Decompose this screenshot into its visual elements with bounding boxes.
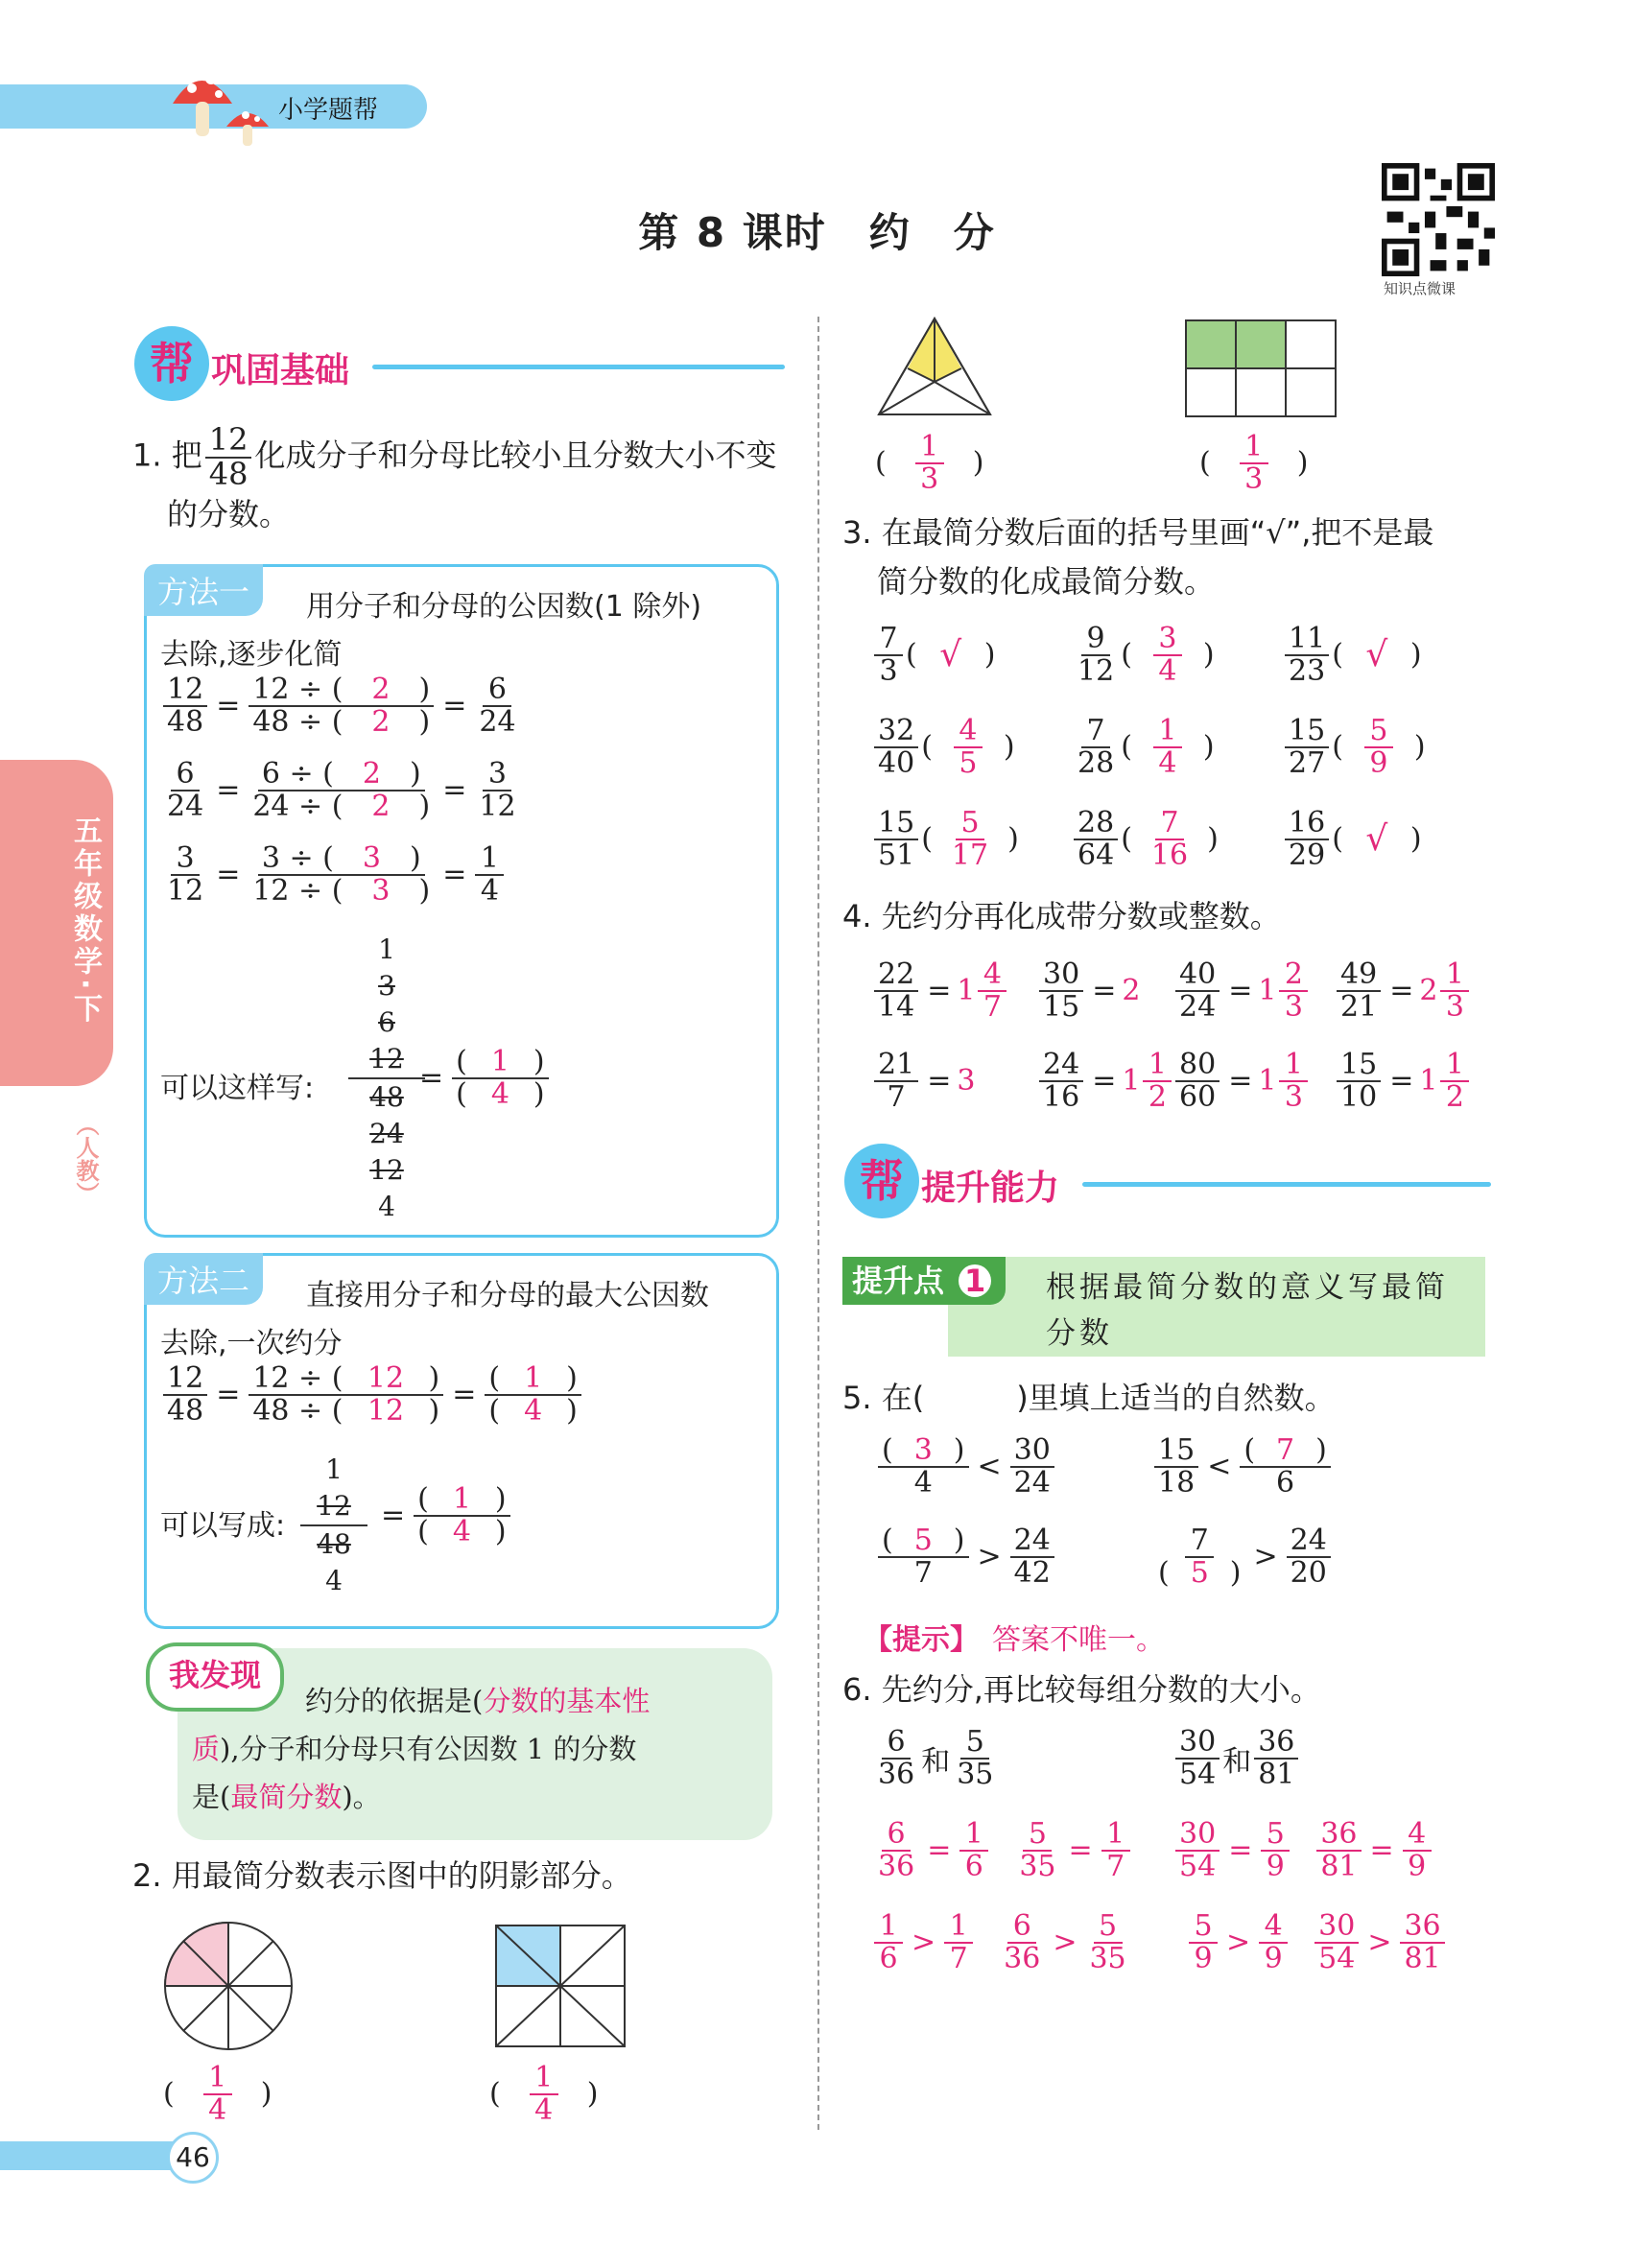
column-divider <box>817 317 819 2130</box>
mushroom-icon <box>163 58 278 149</box>
section-badge: 帮 <box>134 326 209 401</box>
q4-item: $\frac{40}{24}$ = 1 2 3 <box>1172 959 1311 1022</box>
method1-step: $\frac{6}{24}$ = $\frac{6 \div ( 2 )}{24 \div ( 2 )}$ = $\frac{3}{12}$ <box>167 757 516 823</box>
discover-tag: 我发现 <box>146 1642 284 1712</box>
tisheng-label: 提升点 <box>852 1263 945 1299</box>
page-title: 第 8 课时 约 分 <box>638 209 996 256</box>
q6-work: $\frac{6}{36}$ = $\frac{1}{6}$ $\frac{5}{35}$ = $\frac{1}{7}$ <box>871 1819 1133 1881</box>
q2-answer: ( 1 4 ) <box>489 2061 599 2127</box>
q6-pair: 30 54 和 36 81 <box>1172 1727 1301 1789</box>
q4-item: $\frac{22}{14}$ = 1 4 7 <box>871 959 1009 1022</box>
section-advanced-header <box>844 1144 1493 1208</box>
qr-code-icon[interactable] <box>1382 163 1495 276</box>
q1-text2: 的分数。 <box>167 496 291 533</box>
section-label: 巩固基础 <box>211 351 350 390</box>
q3-item: 28 64 ( 7 16 ) <box>1071 808 1219 870</box>
q1-fraction: $\frac{12}{48}$ <box>205 424 252 490</box>
brand-label: 小学题帮 <box>278 96 379 125</box>
q1-prefix: 1. 把 <box>132 437 202 474</box>
q3-item: 11 23 ( √ ) <box>1282 624 1422 686</box>
q4-item: $\frac{30}{15}$ = 2 <box>1036 959 1140 1022</box>
q4-item: $\frac{15}{10}$ = 1 1 2 <box>1334 1050 1472 1112</box>
method1-desc1: 用分子和分母的公因数(1 除外) <box>306 590 702 624</box>
section-badge: 帮 <box>844 1144 919 1218</box>
q6-stem: 6. 先约分,再比较每组分数的大小。 <box>842 1671 1321 1708</box>
q3-item: 15 51 ( 5 17 ) <box>871 808 1019 870</box>
q4-item: $\frac{49}{21}$ = 2 1 3 <box>1334 959 1472 1022</box>
square-figure <box>494 1924 628 2048</box>
q4-item: $\frac{24}{16}$ = 1 1 2 <box>1036 1050 1174 1112</box>
tisheng-banner <box>842 1257 1487 1357</box>
method2-desc2: 去除,一次约分 <box>160 1327 343 1360</box>
q2-answer: ( 1 3 ) <box>1199 430 1309 496</box>
q5-row: 15 18 < ( 7 ) 6 <box>1151 1435 1334 1498</box>
q6-compare: 5 9 > 4 9 30 54 > 36 81 <box>1186 1911 1448 1973</box>
q4-item: $\frac{80}{60}$ = 1 1 3 <box>1172 1050 1311 1112</box>
q5-row: ( 5 ) 7 > 24 42 <box>875 1525 1057 1588</box>
q2-stem: 2. 用最简分数表示图中的阴影部分。 <box>132 1857 632 1894</box>
q6-pair: 6 36 和 5 35 <box>878 1725 994 1791</box>
edition-label: （人教） <box>72 1113 99 1205</box>
grade-label: 五年级数学·下 <box>68 815 102 1027</box>
q6-work: $\frac{30}{54}$ = $\frac{5}{9}$ $\frac{36}{81}$ = $\frac{4}{9}$ <box>1172 1819 1434 1881</box>
q4-item: $\frac{21}{7}$ = 3 <box>871 1050 975 1112</box>
method1-step: $\frac{3}{12}$ = $\frac{3 \div ( 3 )}{12 \div ( 3 )}$ = $\frac{1}{4}$ <box>160 843 507 906</box>
method2-cancel-stack: 1 12 48 4 <box>300 1452 367 1599</box>
q2-answer: ( 1 4 ) <box>163 2061 272 2127</box>
q2-answer: ( 1 3 ) <box>875 430 984 496</box>
method2-desc1: 直接用分子和分母的最大公因数 <box>306 1279 709 1312</box>
method1-cancel-stack: 1 3 6 12 48 24 12 4 <box>348 932 425 1225</box>
q3-stem: 3. 在最简分数后面的括号里画“√”,把不是最 简分数的化成最简分数。 <box>842 514 1434 601</box>
q5-row: 7 ( 5 ) > 24 20 <box>1151 1525 1334 1588</box>
method1-write-label: 可以这样写: <box>160 1072 315 1105</box>
section-label: 提升能力 <box>921 1169 1060 1208</box>
tisheng-number: 1 <box>959 1264 991 1297</box>
section-rule <box>1082 1182 1491 1187</box>
method2-box <box>144 1253 779 1629</box>
q6-compare: 1 6 > 1 7 6 36 > 5 35 <box>871 1911 1133 1973</box>
q5-stem: 5. 在( )里填上适当的自然数。 <box>842 1380 1336 1416</box>
q3-item: 16 29 ( √ ) <box>1282 808 1422 870</box>
discover-text: 约分的依据是(分数的基本性 质),分子和分母只有公因数 1 的分数 是(最简分数)。 <box>192 1685 651 1813</box>
q1-stem <box>132 421 794 539</box>
q3-item: 7 28 ( 1 4 ) <box>1077 714 1215 780</box>
method2-step: $\frac{12}{48}$ = $\frac{12 \div ( 12 )}{48 \div ( 12 )}$ = $\frac{( 1 )}{( 4 )}$ <box>160 1363 584 1426</box>
method2-tag: 方法二 <box>144 1253 263 1305</box>
method1-result: = $\frac{( 1 )}{( 4 )}$ <box>414 1047 552 1109</box>
method1-tag: 方法一 <box>144 564 263 616</box>
method2-result: = $\frac{( 1 )}{( 4 )}$ <box>375 1484 513 1547</box>
q1-text1: 化成分子和分母比较小且分数大小不变 <box>254 437 777 474</box>
method1-desc2: 去除,逐步化简 <box>160 638 343 672</box>
q3-item: 15 27 ( 5 9 ) <box>1282 716 1426 778</box>
grid-figure <box>1184 319 1338 418</box>
section-rule <box>372 365 785 369</box>
method1-step: $\frac{12}{48}$ = $\frac{12 \div ( 2 )}{48 \div ( 2 )}$ = $\frac{6}{24}$ <box>160 674 523 737</box>
method2-write-label: 可以写成: <box>160 1509 286 1543</box>
method1-box <box>144 564 779 1238</box>
page-number: 46 <box>167 2132 219 2184</box>
q3-item: 32 40 ( 4 5 ) <box>871 716 1015 778</box>
triangle-figure <box>875 315 994 418</box>
q5-hint: 【提示】 答案不唯一。 <box>864 1623 1165 1657</box>
q4-stem: 4. 先约分再化成带分数或整数。 <box>842 898 1281 934</box>
section-basic-header <box>134 326 787 390</box>
qr-caption: 知识点微课 <box>1384 280 1456 297</box>
q3-item: 9 12 ( 3 4 ) <box>1077 622 1215 688</box>
tisheng-text: 根据最简分数的意义写最简 分数 <box>1046 1270 1449 1351</box>
q3-item: 7 3 ( √ ) <box>871 624 995 686</box>
circle-figure <box>161 1919 296 2053</box>
q5-row: ( 3 ) 4 < 30 24 <box>875 1435 1057 1498</box>
